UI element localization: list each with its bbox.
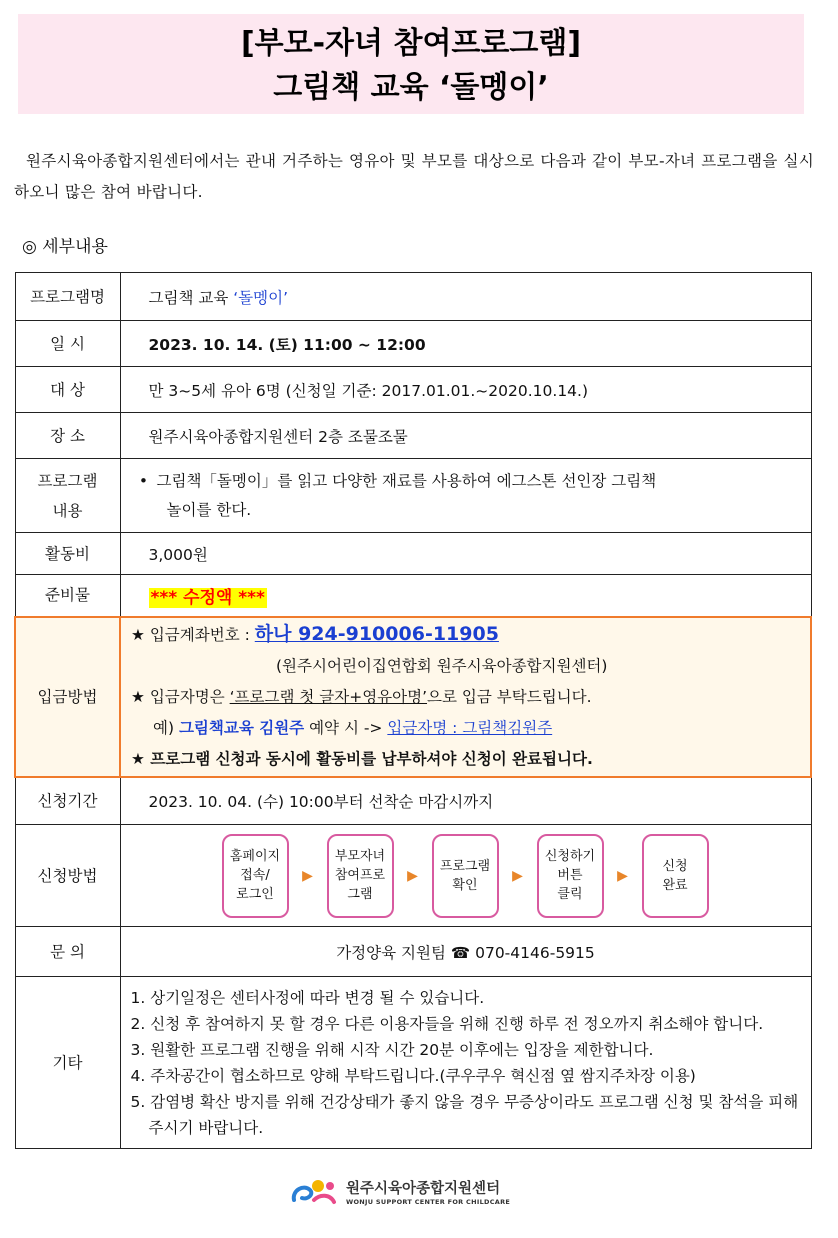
step-menu-line2: 참여프로 bbox=[334, 868, 386, 883]
content-bullet: • bbox=[138, 471, 149, 490]
depositor-prefix: ★ 입금자명은 bbox=[131, 687, 230, 706]
title-line-1: [부모-자녀 참여프로그램] bbox=[240, 26, 582, 61]
arrow-icon: ▶ bbox=[407, 867, 418, 884]
step-menu-line3: 그램 bbox=[347, 887, 373, 902]
content-value bbox=[120, 459, 811, 533]
content-text-1: 그림책「돌멩이」를 읽고 다양한 재료를 사용하여 에그스톤 선인장 그림책 bbox=[156, 471, 657, 490]
depositor-suffix: 으로 입금 부탁드립니다. bbox=[427, 687, 592, 706]
fee-value: 3,000원 bbox=[120, 533, 811, 575]
supplies-value bbox=[120, 575, 811, 617]
footer-name-en: WONJU SUPPORT CENTER FOR CHILDCARE bbox=[346, 1197, 511, 1206]
note-item: 2. 신청 후 참여하지 못 할 경우 다른 이용자들을 위해 진행 하루 전 정오까지 취소해야 합니다. bbox=[130, 1014, 764, 1033]
step-menu-line1: 부모자녀 bbox=[334, 849, 386, 864]
payment-depositor-line bbox=[131, 682, 809, 713]
note-item: 3. 원활한 프로그램 진행을 위해 시작 시간 20분 이후에는 입장을 제한합니다. bbox=[130, 1040, 654, 1059]
row-target bbox=[15, 367, 811, 413]
step-program-menu bbox=[327, 834, 394, 918]
center-logo-icon bbox=[290, 1174, 340, 1208]
footer-text bbox=[346, 1177, 510, 1206]
details-table bbox=[14, 272, 812, 1149]
note-item: 4. 주차공간이 협소하므로 양해 부탁드립니다.(쿠우쿠우 혁신점 옆 쌈지주차장 이용) bbox=[130, 1066, 696, 1085]
example-program: 그림책교육 김원주 bbox=[178, 718, 305, 737]
step-click-apply bbox=[537, 834, 604, 918]
step-complete bbox=[642, 834, 709, 918]
step-apply-line1: 신청하기 bbox=[544, 849, 596, 864]
payment-label: 입금방법 bbox=[15, 617, 120, 777]
account-holder: (원주시어린이집연합회 원주시육아종합지원센터) bbox=[276, 656, 608, 675]
center-logo bbox=[290, 1174, 510, 1208]
account-number: 하나 924-910006-11905 bbox=[254, 622, 499, 645]
period-value: 2023. 10. 04. (수) 10:00부터 선착순 마감시까지 bbox=[120, 777, 811, 825]
etc-notes bbox=[120, 977, 811, 1149]
row-date bbox=[15, 321, 811, 367]
content-label-line1: 프로그램 bbox=[37, 471, 98, 490]
step-login-line2: 접속/ bbox=[240, 868, 270, 883]
program-name: 그림책 교육 bbox=[148, 288, 234, 307]
inquiry-label: 문 의 bbox=[15, 927, 120, 977]
account-prefix: ★ 입금계좌번호 : bbox=[131, 625, 255, 644]
content-line1 bbox=[131, 467, 810, 496]
place-value: 원주시육아종합지원센터 2층 조물조물 bbox=[120, 413, 811, 459]
example-prefix: 예) bbox=[153, 718, 179, 737]
row-fee bbox=[15, 533, 811, 575]
title-banner bbox=[18, 14, 804, 114]
etc-label: 기타 bbox=[15, 977, 120, 1149]
payment-value bbox=[120, 617, 811, 777]
fee-label: 활동비 bbox=[15, 533, 120, 575]
date-label: 일 시 bbox=[15, 321, 120, 367]
date-value: 2023. 10. 14. (토) 11:00 ~ 12:00 bbox=[120, 321, 811, 367]
row-inquiry bbox=[15, 927, 811, 977]
row-place bbox=[15, 413, 811, 459]
arrow-icon: ▶ bbox=[512, 867, 523, 884]
payment-example-line bbox=[131, 713, 809, 744]
program-value bbox=[120, 273, 811, 321]
step-login-line1: 홈페이지 bbox=[229, 849, 281, 864]
depositor-format: ‘프로그램 첫 글자+영유아명’ bbox=[229, 687, 428, 706]
target-label: 대 상 bbox=[15, 367, 120, 413]
row-content bbox=[15, 459, 811, 533]
method-value bbox=[120, 825, 811, 927]
supplies-label: 준비물 bbox=[15, 575, 120, 617]
arrow-icon: ▶ bbox=[617, 867, 628, 884]
period-label: 신청기간 bbox=[15, 777, 120, 825]
payment-account-line bbox=[131, 619, 809, 651]
step-complete-line2: 완료 bbox=[662, 877, 688, 893]
method-label: 신청방법 bbox=[15, 825, 120, 927]
intro-paragraph: 원주시육아종합지원센터에서는 관내 거주하는 영유아 및 부모를 대상으로 다음과 같이 부모-자녀 프로그램을 실시하오니 많은 참여 바랍니다. bbox=[14, 152, 814, 201]
program-label: 프로그램명 bbox=[15, 273, 120, 321]
section-heading: ◎ 세부내용 bbox=[22, 237, 108, 257]
row-method bbox=[15, 825, 811, 927]
arrow-icon: ▶ bbox=[302, 867, 313, 884]
target-value: 만 3~5세 유아 6명 (신청일 기준: 2017.01.01.~2020.10.14.) bbox=[120, 367, 811, 413]
title-line-2: 그림책 교육 ‘돌멩이’ bbox=[273, 70, 549, 105]
step-complete-line1: 신청 bbox=[662, 858, 688, 874]
application-steps bbox=[122, 834, 810, 918]
example-name: 입금자명 : 그림책김원주 bbox=[387, 718, 553, 737]
step-check-line1: 프로그램 bbox=[439, 858, 491, 874]
step-login-line3: 로그인 bbox=[236, 887, 274, 902]
step-apply-line2: 버튼 bbox=[557, 868, 583, 883]
step-check-line2: 확인 bbox=[452, 877, 478, 893]
step-apply-line3: 클릭 bbox=[557, 887, 583, 902]
note-item: 1. 상기일정은 센터사정에 따라 변경 될 수 있습니다. bbox=[130, 988, 485, 1007]
row-payment bbox=[15, 617, 811, 777]
payment-notice: ★ 프로그램 신청과 동시에 활동비를 납부하셔야 신청이 완료됩니다. bbox=[131, 749, 593, 768]
row-supplies bbox=[15, 575, 811, 617]
row-program bbox=[15, 273, 811, 321]
example-middle: 예약 시 -> bbox=[304, 718, 388, 737]
step-check-program bbox=[432, 834, 499, 918]
footer-name-kr: 원주시육아종합지원센터 bbox=[346, 1180, 501, 1197]
step-login bbox=[222, 834, 289, 918]
inquiry-value: 가정양육 지원팀 ☎ 070-4146-5915 bbox=[120, 927, 811, 977]
note-item: 5. 감염병 확산 방지를 위해 건강상태가 좋지 않을 경우 무증상이라도 프로그램 신청 및 참석을 피해주시기 바랍니다. bbox=[130, 1092, 799, 1137]
row-period bbox=[15, 777, 811, 825]
row-etc bbox=[15, 977, 811, 1149]
place-label: 장 소 bbox=[15, 413, 120, 459]
supplies-highlight: *** 수정액 *** bbox=[150, 587, 265, 608]
program-highlight: ‘돌멩이’ bbox=[233, 288, 289, 307]
content-text-2: 놀이를 한다. bbox=[166, 500, 252, 519]
content-label-line2: 내용 bbox=[52, 501, 83, 520]
content-label bbox=[15, 459, 120, 533]
